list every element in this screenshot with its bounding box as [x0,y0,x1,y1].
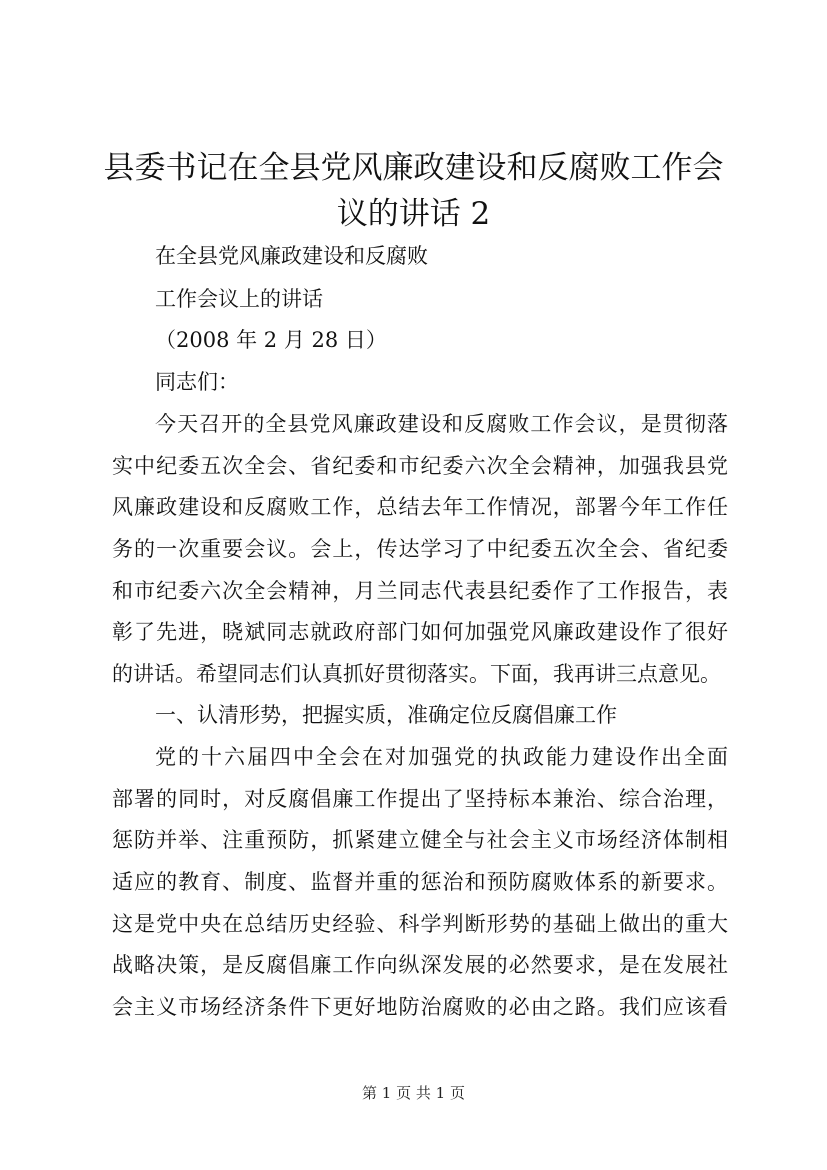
paragraph-2-line: 适应的教育、制度、监督并重的惩治和预防腐败体系的新要求。 [112,870,728,894]
paragraph-1-line: 今天召开的全县党风廉政建设和反腐败工作会议，是贯彻落 [155,412,728,436]
paragraph-2-line: 部署的同时，对反腐倡廉工作提出了坚持标本兼治、综合治理， [112,787,728,811]
paragraph-2-line: 会主义市场经济条件下更好地防治腐败的必由之路。我们应该看 [112,995,728,1019]
salutation: 同志们： [155,370,239,394]
section-1-heading: 一、认清形势，把握实质，准确定位反腐倡廉工作 [155,703,617,727]
document-title-line-2: 议的讲话 2 [336,196,491,232]
document-title-line-1: 县委书记在全县党风廉政建设和反腐败工作会 [103,150,724,186]
speech-date: （2008 年 2 月 28 日） [155,328,387,352]
paragraph-2-line: 惩防并举、注重预防，抓紧建立健全与社会主义市场经济体制相 [112,828,728,852]
paragraph-1-line: 风廉政建设和反腐败工作，总结去年工作情况，部署今年工作任 [112,495,728,519]
speech-heading-line-2: 工作会议上的讲话 [155,287,323,311]
page-number-footer: 第 1 页 共 1 页 [362,1084,465,1102]
speech-heading-line-1: 在全县党风廉政建设和反腐败 [155,244,428,268]
paragraph-1-line: 实中纪委五次全会、省纪委和市纪委六次全会精神，加强我县党 [112,454,728,478]
paragraph-1-line: 务的一次重要会议。会上，传达学习了中纪委五次全会、省纪委 [112,537,728,561]
paragraph-1-line: 彰了先进，晓斌同志就政府部门如何加强党风廉政建设作了很好 [112,620,728,644]
paragraph-2-line: 党的十六届四中全会在对加强党的执政能力建设作出全面 [155,745,728,769]
paragraph-1-line: 和市纪委六次全会精神，月兰同志代表县纪委作了工作报告，表 [112,579,728,603]
paragraph-2-line: 这是党中央在总结历史经验、科学判断形势的基础上做出的重大 [112,912,728,936]
paragraph-1-line: 的讲话。希望同志们认真抓好贯彻落实。下面，我再讲三点意见。 [112,662,721,686]
paragraph-2-line: 战略决策，是反腐倡廉工作向纵深发展的必然要求，是在发展社 [112,953,728,977]
